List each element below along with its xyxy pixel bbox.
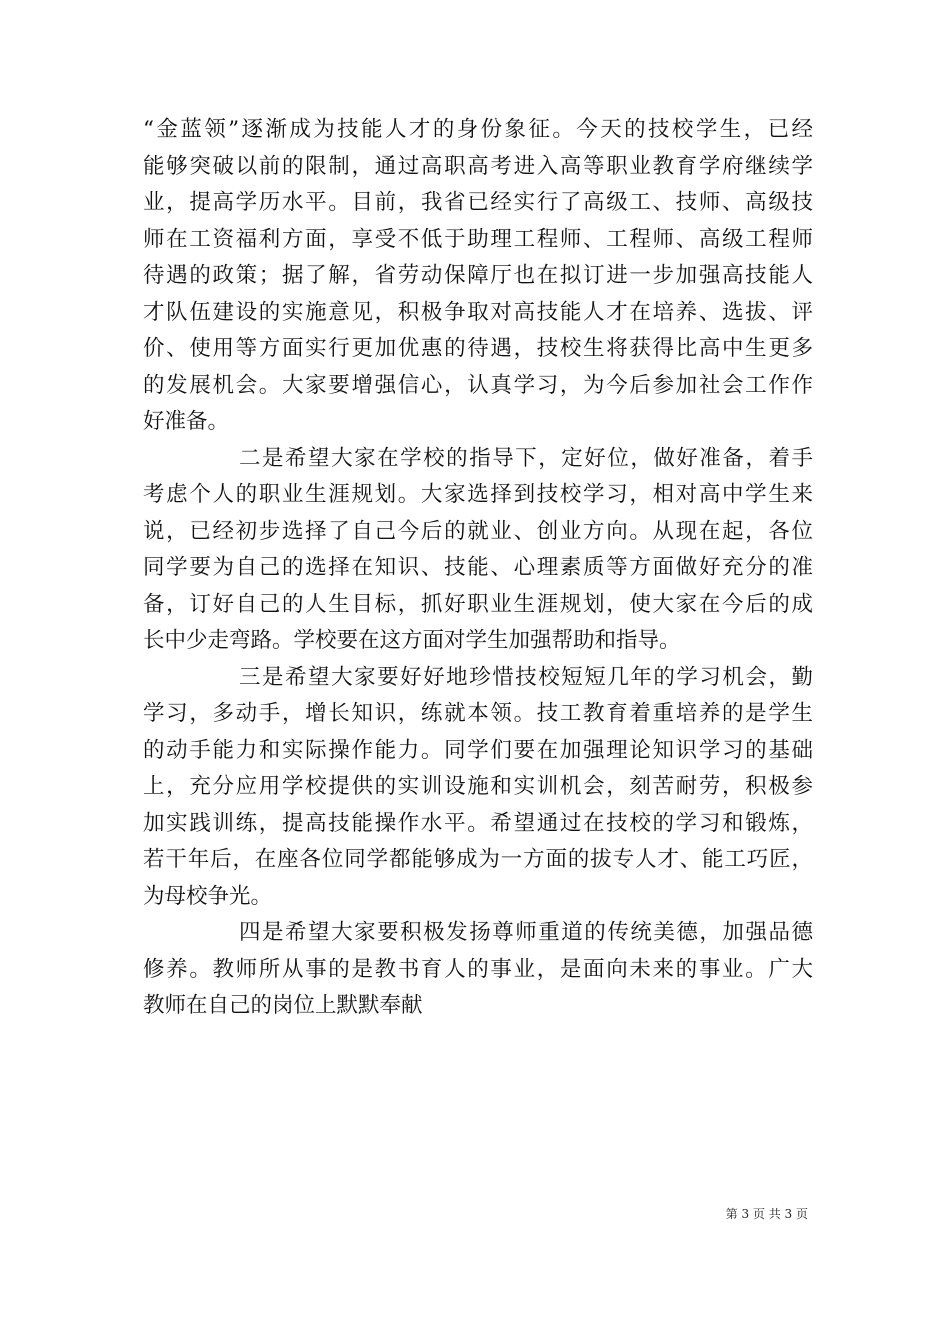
text-line: 才队伍建设的实施意见，积极争取对高技能人才在培养、选拔、评 (143, 299, 813, 325)
document-body (143, 112, 813, 1025)
text-line: 业，提高学历水平。目前，我省已经实行了高级工、技师、高级技 (143, 190, 813, 215)
text-line: 学习，多动手，增长知识，练就本领。技工教育着重培养的是学生 (143, 701, 813, 726)
text-line: 待遇的政策；据了解，省劳动保障厅也在拟订进一步加强高技能人 (143, 263, 813, 288)
text-line: 能够突破以前的限制，通过高职高考进入高等职业教育学府继续学 (143, 153, 813, 179)
text-line: 考虑个人的职业生涯规划。大家选择到技校学习，相对高中学生来 (143, 482, 813, 507)
text-line: 说，已经初步选择了自己今后的就业、创业方向。从现在起，各位 (143, 518, 813, 544)
text-line: 上，充分应用学校提供的实训设施和实训机会，刻苦耐劳，积极参 (143, 774, 813, 799)
text-line: 教师在自己的岗位上默默奉献 (143, 993, 423, 1018)
paragraph-3 (143, 660, 813, 916)
text-line: “金蓝领”逐渐成为技能人才的身份象征。今天的技校学生，已经 (143, 117, 813, 142)
text-line: 师在工资福利方面，享受不低于助理工程师、工程师、高级工程师 (143, 226, 813, 252)
text-line: 长中少走弯路。学校要在这方面对学生加强帮助和指导。 (143, 628, 681, 653)
text-line: 为母校争光。 (143, 883, 273, 909)
paragraph-1 (143, 112, 813, 441)
text-line: 四是希望大家要积极发扬尊师重道的传统美德，加强品德 (239, 920, 813, 945)
text-line: 加实践训练，提高技能操作水平。希望通过在技校的学习和锻炼， (143, 810, 813, 836)
text-line: 好准备。 (143, 409, 230, 434)
text-line: 修养。教师所从事的是教书育人的事业，是面向未来的事业。广大 (143, 956, 813, 982)
text-line: 三是希望大家要好好地珍惜技校短短几年的学习机会，勤 (239, 664, 813, 690)
text-line: 同学要为自己的选择在知识、技能、心理素质等方面做好充分的准 (143, 555, 813, 580)
text-line: 的动手能力和实际操作能力。同学们要在加强理论知识学习的基础 (143, 737, 813, 763)
page-number-footer: 第 3 页 共 3 页 (725, 1207, 808, 1221)
paragraph-4 (143, 915, 813, 1025)
text-line: 二是希望大家在学校的指导下，定好位，做好准备，着手 (239, 445, 813, 471)
text-line: 若干年后，在座各位同学都能够成为一方面的拔专人才、能工巧匠， (143, 847, 813, 872)
text-line: 的发展机会。大家要增强信心，认真学习，为今后参加社会工作作 (143, 372, 813, 398)
text-line: 备，订好自己的人生目标，抓好职业生涯规划，使大家在今后的成 (143, 591, 813, 617)
paragraph-2 (143, 441, 813, 660)
text-line: 价、使用等方面实行更加优惠的待遇，技校生将获得比高中生更多 (143, 336, 813, 361)
